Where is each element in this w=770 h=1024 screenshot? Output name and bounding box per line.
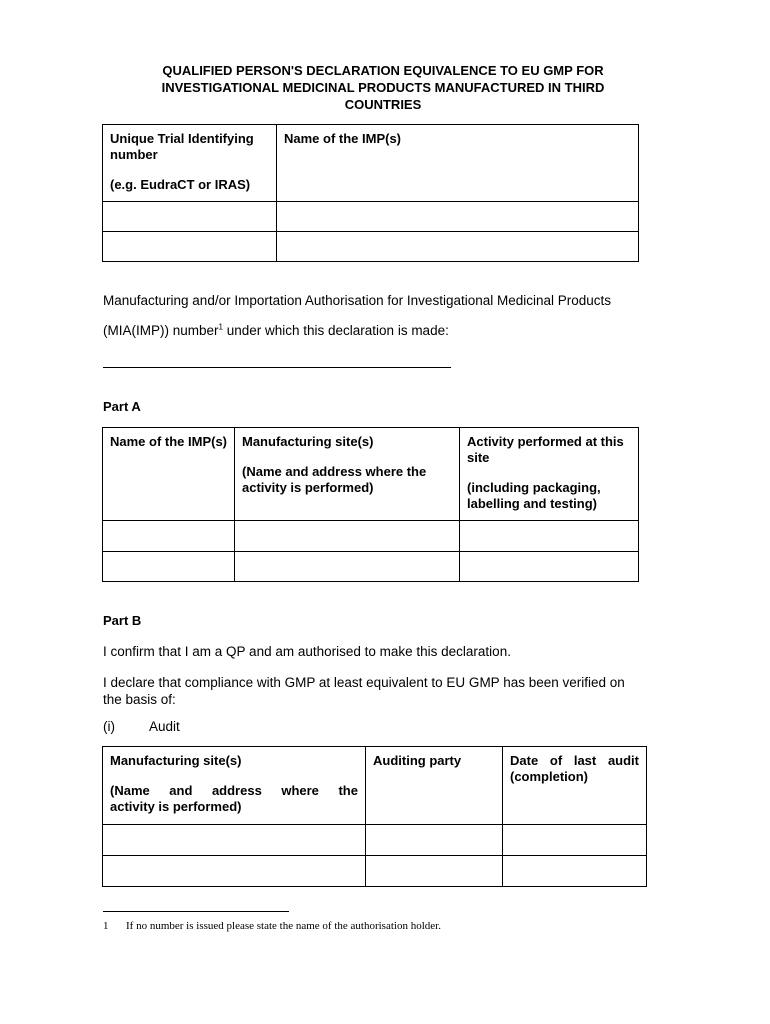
mia-line-1: Manufacturing and/or Importation Authorisation for Investigational Medicinal Products: [103, 293, 612, 308]
trial-id-cell[interactable]: [103, 202, 277, 232]
trial-id-header: Unique Trial Identifying number (e.g. EudraCT or IRAS): [103, 125, 277, 202]
part-b-cell[interactable]: [103, 825, 366, 856]
page-title: [100, 62, 666, 113]
footnote-ref: 1: [218, 322, 223, 332]
part-b-cell[interactable]: [103, 856, 366, 887]
part-a-cell[interactable]: [235, 521, 460, 552]
imp-name-cell[interactable]: [277, 202, 639, 232]
title-line-2: INVESTIGATIONAL MEDICINAL PRODUCTS MANUFACTURED IN THIRD: [161, 80, 605, 95]
part-b-cell[interactable]: [503, 825, 647, 856]
part-b-cell[interactable]: [366, 856, 503, 887]
part-b-audit-date-header: Date of last audit (completion): [503, 747, 647, 825]
footnote-text: If no number is issued please state the name of the authorisation holder.: [126, 920, 441, 932]
part-a-site-header: Manufacturing site(s) (Name and address where the activity is performed): [235, 428, 460, 521]
part-b-site-header: Manufacturing site(s) (Name and address where the activity is performed): [103, 747, 366, 825]
trial-id-cell[interactable]: [103, 232, 277, 262]
part-a-cell[interactable]: [460, 521, 639, 552]
part-a-imp-header: Name of the IMP(s): [103, 428, 235, 521]
footnote-number: 1: [103, 920, 109, 932]
item-marker: (i): [103, 719, 115, 734]
part-a-cell[interactable]: [235, 552, 460, 582]
part-b-cell[interactable]: [366, 825, 503, 856]
title-line-1: QUALIFIED PERSON'S DECLARATION EQUIVALENCE TO EU GMP FOR: [162, 63, 604, 78]
part-a-cell[interactable]: [103, 552, 235, 582]
imp-name-header: Name of the IMP(s): [277, 125, 639, 202]
part-a-table: [102, 427, 639, 582]
imp-name-cell[interactable]: [277, 232, 639, 262]
part-a-heading: Part A: [103, 399, 141, 414]
part-b-site-sub-line1: (Name and address where the: [110, 783, 358, 798]
part-b-audit-table: [102, 746, 647, 887]
part-a-activity-header: Activity performed at this site (including packaging, labelling and testing): [460, 428, 639, 521]
mia-number-line[interactable]: [103, 367, 451, 368]
footnote: [103, 919, 441, 933]
item-label-audit: Audit: [149, 719, 180, 734]
footnote-separator: [103, 911, 289, 912]
gmp-declare-text: I declare that compliance with GMP at least equivalent to EU GMP has been verified on the basis of:: [103, 675, 625, 707]
part-b-heading: Part B: [103, 613, 142, 628]
trial-id-table: [102, 124, 639, 262]
part-a-cell[interactable]: [460, 552, 639, 582]
part-b-cell[interactable]: [503, 856, 647, 887]
part-b-auditing-party-header: Auditing party: [366, 747, 503, 825]
part-a-cell[interactable]: [103, 521, 235, 552]
mia-line-2: (MIA(IMP)) number$^1$ under which this declaration is made:: [103, 322, 449, 338]
qp-confirm-text: I confirm that I am a QP and am authorised to make this declaration.: [103, 644, 511, 659]
title-line-3: COUNTRIES: [344, 97, 422, 112]
